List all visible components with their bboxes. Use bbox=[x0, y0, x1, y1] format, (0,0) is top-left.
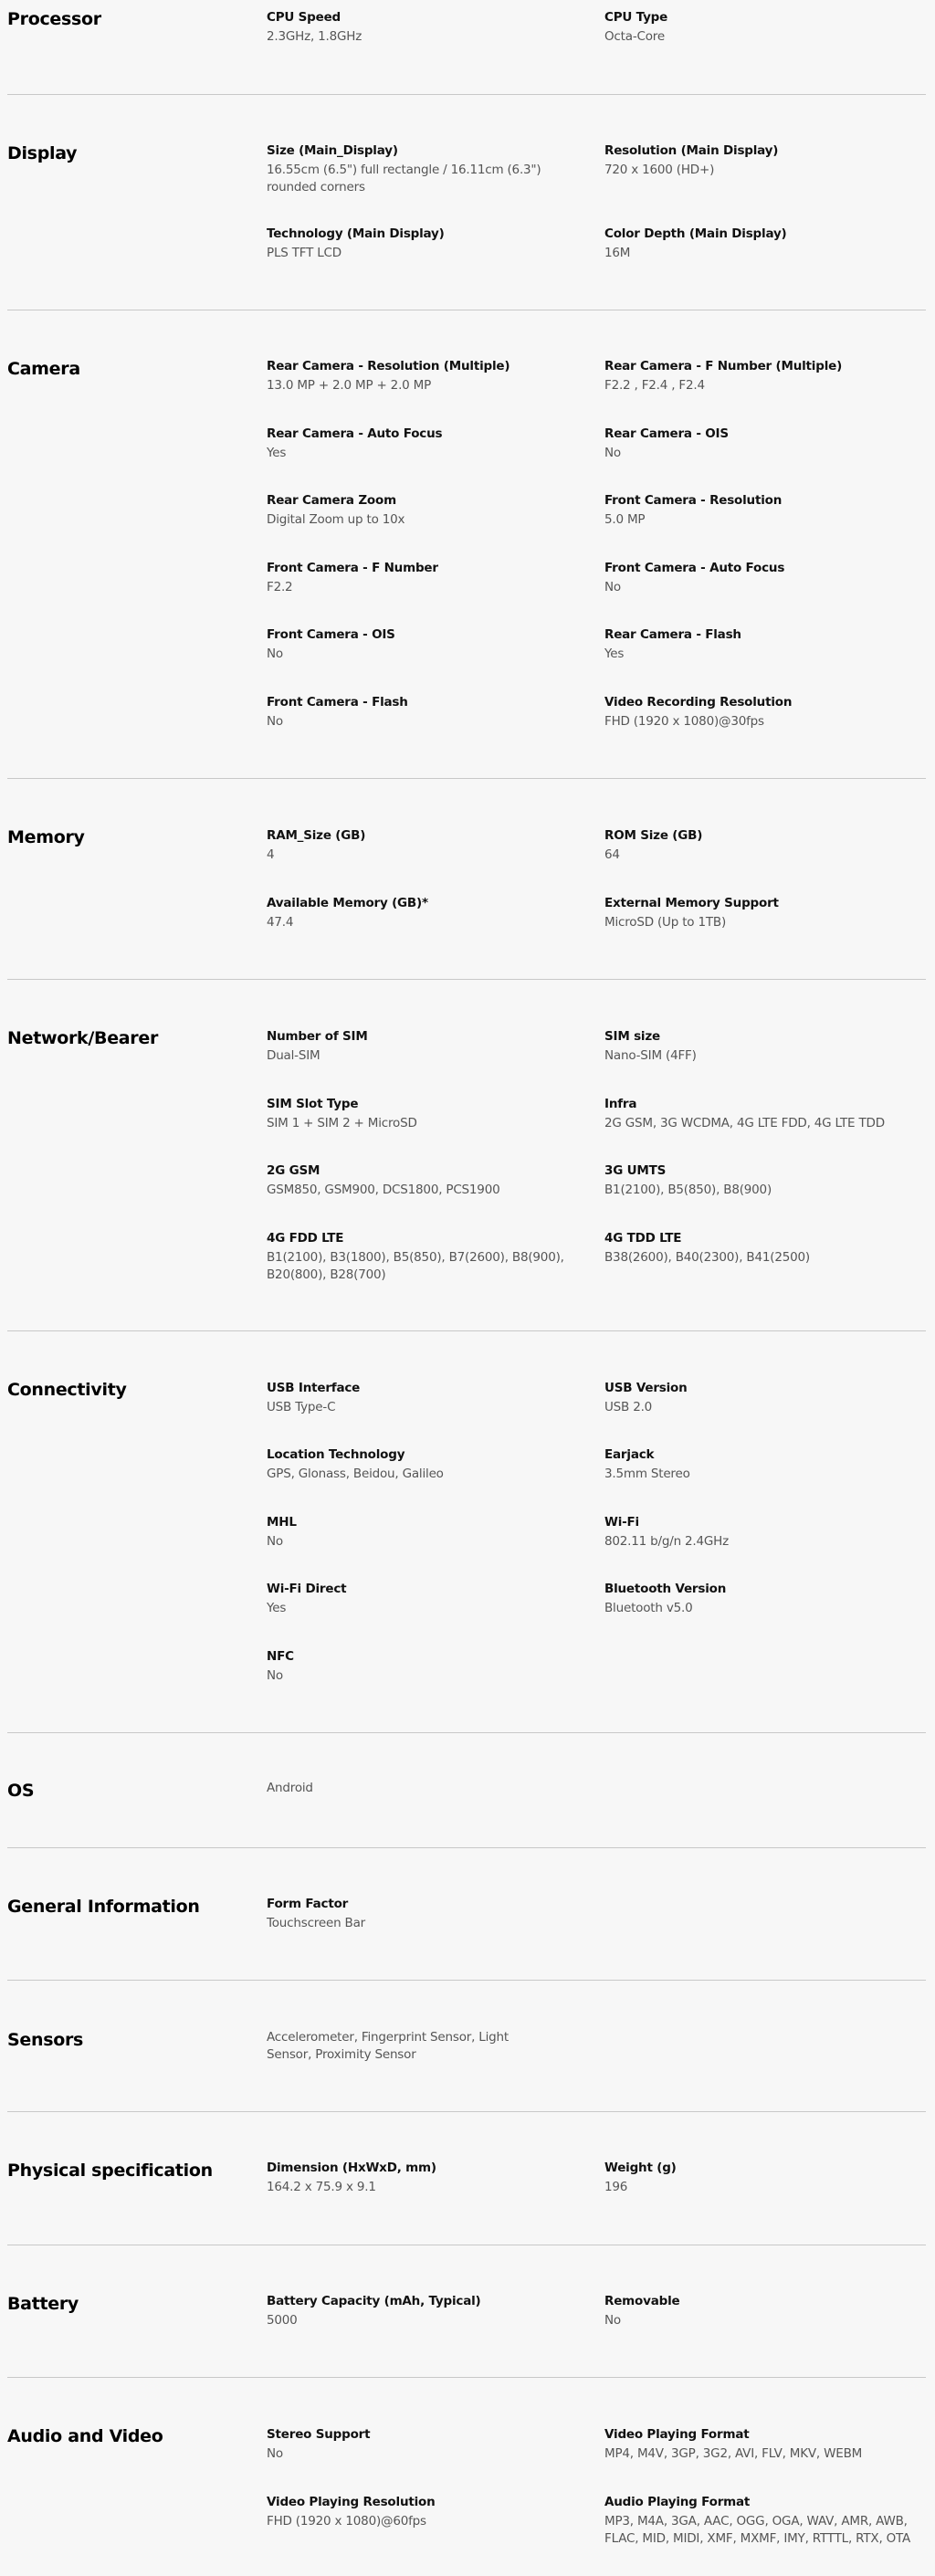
spec-label: 3G UMTS bbox=[604, 1163, 667, 1178]
spec-4g-tdd-lte bbox=[604, 1230, 906, 1267]
spec-value: PLS TFT LCD bbox=[267, 246, 341, 260]
spec-label: Number of SIM bbox=[267, 1029, 368, 1044]
spec-value: B38(2600), B40(2300), B41(2500) bbox=[604, 1250, 810, 1265]
spec-stereo-support bbox=[267, 2426, 568, 2463]
spec-3g-umts bbox=[604, 1162, 906, 1199]
spec-value: SIM 1 + SIM 2 + MicroSD bbox=[267, 1116, 417, 1130]
spec-label: ROM Size (GB) bbox=[604, 828, 703, 843]
spec-label: 4G TDD LTE bbox=[604, 1231, 682, 1246]
spec-rear-f-number bbox=[604, 358, 906, 394]
section-divider bbox=[7, 1330, 926, 1331]
section-title: Battery bbox=[7, 2294, 79, 2314]
section-title: Display bbox=[7, 143, 78, 163]
spec-value: GPS, Glonass, Beidou, Galileo bbox=[267, 1467, 444, 1481]
spec-label: Battery Capacity (mAh, Typical) bbox=[267, 2294, 481, 2308]
spec-form-factor bbox=[267, 1896, 568, 1932]
section-title: Audio and Video bbox=[7, 2426, 163, 2446]
spec-value: 2G GSM, 3G WCDMA, 4G LTE FDD, 4G LTE TDD bbox=[604, 1116, 885, 1130]
spec-value: No bbox=[267, 1534, 283, 1549]
spec-value: FHD (1920 x 1080)@60fps bbox=[267, 2514, 426, 2529]
spec-number-of-sim bbox=[267, 1028, 568, 1065]
spec-label: USB Version bbox=[604, 1381, 688, 1395]
spec-available-memory bbox=[267, 895, 568, 931]
spec-label: Rear Camera - Auto Focus bbox=[267, 426, 443, 441]
spec-value: 16.55cm (6.5") full rectangle / 16.11cm (6.3") rounded corners bbox=[267, 163, 541, 195]
spec-label: USB Interface bbox=[267, 1381, 361, 1395]
spec-wifi bbox=[604, 1514, 906, 1551]
spec-rear-autofocus bbox=[267, 426, 568, 462]
spec-video-playing-resolution bbox=[267, 2494, 568, 2530]
spec-label: SIM Slot Type bbox=[267, 1097, 359, 1111]
spec-label: Weight (g) bbox=[604, 2161, 677, 2175]
spec-label: Form Factor bbox=[267, 1897, 349, 1911]
spec-4g-fdd-lte bbox=[267, 1230, 568, 1284]
spec-value: USB 2.0 bbox=[604, 1400, 653, 1414]
spec-value: 4 bbox=[267, 847, 275, 862]
spec-sim-slot bbox=[267, 1096, 568, 1132]
spec-battery-capacity bbox=[267, 2293, 568, 2329]
spec-value: MP3, M4A, 3GA, AAC, OGG, OGA, WAV, AMR, AWB, FLAC, MID, MIDI, XMF, MXMF, IMY, RTTTL, RTX, OTA bbox=[604, 2514, 911, 2546]
spec-label: SIM size bbox=[604, 1029, 660, 1044]
spec-value: 3.5mm Stereo bbox=[604, 1467, 690, 1481]
spec-audio-playing-format bbox=[604, 2494, 929, 2548]
spec-sim-size bbox=[604, 1028, 906, 1065]
spec-external-memory bbox=[604, 895, 906, 931]
spec-label: Earjack bbox=[604, 1447, 655, 1462]
spec-value: Bluetooth v5.0 bbox=[604, 1601, 693, 1615]
section-title: Processor bbox=[7, 9, 101, 29]
spec-label: Wi-Fi Direct bbox=[267, 1582, 347, 1596]
spec-value: F2.2 , F2.4 , F2.4 bbox=[604, 378, 705, 393]
spec-cpu-speed bbox=[267, 9, 568, 46]
spec-value: 196 bbox=[604, 2180, 628, 2194]
spec-value: B1(2100), B5(850), B8(900) bbox=[604, 1183, 772, 1197]
spec-label: Location Technology bbox=[267, 1447, 405, 1462]
spec-value: 13.0 MP + 2.0 MP + 2.0 MP bbox=[267, 378, 432, 393]
spec-value: MP4, M4V, 3GP, 3G2, AVI, FLV, MKV, WEBM bbox=[604, 2446, 863, 2461]
section-divider bbox=[7, 2111, 926, 2112]
spec-front-autofocus bbox=[604, 560, 906, 596]
spec-usb-version bbox=[604, 1380, 906, 1416]
spec-2g-gsm bbox=[267, 1162, 568, 1199]
spec-value: 164.2 x 75.9 x 9.1 bbox=[267, 2180, 376, 2194]
spec-value: GSM850, GSM900, DCS1800, PCS1900 bbox=[267, 1183, 500, 1197]
spec-value: 47.4 bbox=[267, 915, 294, 930]
spec-label: Front Camera - Flash bbox=[267, 695, 408, 710]
spec-value: Yes bbox=[267, 446, 287, 460]
spec-front-resolution bbox=[604, 492, 906, 529]
section-title: Camera bbox=[7, 359, 80, 379]
section-title: Connectivity bbox=[7, 1380, 127, 1400]
spec-value: No bbox=[604, 2313, 621, 2328]
section-divider bbox=[7, 94, 926, 95]
spec-label: Front Camera - Auto Focus bbox=[604, 561, 785, 575]
section-divider bbox=[7, 778, 926, 779]
spec-value: 16M bbox=[604, 246, 631, 260]
spec-value: No bbox=[267, 2446, 283, 2461]
spec-label: Video Playing Resolution bbox=[267, 2495, 436, 2509]
section-title: Physical specification bbox=[7, 2161, 213, 2181]
spec-value: No bbox=[267, 714, 283, 729]
section-title: OS bbox=[7, 1781, 35, 1801]
spec-label: Dimension (HxWxD, mm) bbox=[267, 2161, 436, 2175]
spec-label: Wi-Fi bbox=[604, 1515, 639, 1530]
spec-value: 5000 bbox=[267, 2313, 298, 2328]
spec-weight bbox=[604, 2160, 906, 2196]
spec-label: Rear Camera - OIS bbox=[604, 426, 729, 441]
spec-display-resolution bbox=[604, 142, 906, 179]
spec-label: MHL bbox=[267, 1515, 297, 1530]
spec-label: Rear Camera - Resolution (Multiple) bbox=[267, 359, 510, 373]
spec-value: Android bbox=[267, 1781, 313, 1795]
spec-rear-ois bbox=[604, 426, 906, 462]
spec-front-ois bbox=[267, 626, 568, 663]
spec-video-playing-format bbox=[604, 2426, 929, 2463]
spec-label: 2G GSM bbox=[267, 1163, 320, 1178]
spec-value: MicroSD (Up to 1TB) bbox=[604, 915, 727, 930]
spec-label: Infra bbox=[604, 1097, 637, 1111]
spec-label: Rear Camera Zoom bbox=[267, 493, 396, 508]
section-divider bbox=[7, 2377, 926, 2378]
spec-location-technology bbox=[267, 1446, 568, 1483]
section-title: Sensors bbox=[7, 2030, 84, 2050]
spec-label: Technology (Main Display) bbox=[267, 226, 445, 241]
spec-label: Rear Camera - Flash bbox=[604, 627, 741, 642]
spec-label: Size (Main_Display) bbox=[267, 143, 398, 158]
spec-display-technology bbox=[267, 226, 568, 262]
spec-value: Accelerometer, Fingerprint Sensor, Light Sensor, Proximity Sensor bbox=[267, 2030, 509, 2062]
spec-label: CPU Speed bbox=[267, 10, 341, 25]
spec-label: External Memory Support bbox=[604, 896, 779, 910]
section-title: Memory bbox=[7, 827, 85, 847]
spec-display-size bbox=[267, 142, 568, 196]
spec-value: Digital Zoom up to 10x bbox=[267, 512, 405, 527]
spec-value: 2.3GHz, 1.8GHz bbox=[267, 29, 362, 44]
section-divider bbox=[7, 1847, 926, 1848]
spec-value: Dual-SIM bbox=[267, 1048, 320, 1063]
section-divider bbox=[7, 1980, 926, 1981]
spec-value: FHD (1920 x 1080)@30fps bbox=[604, 714, 764, 729]
section-divider bbox=[7, 979, 926, 980]
spec-value: Yes bbox=[604, 647, 625, 661]
spec-value: USB Type-C bbox=[267, 1400, 336, 1414]
spec-nfc bbox=[267, 1648, 568, 1685]
spec-label: Audio Playing Format bbox=[604, 2495, 751, 2509]
spec-label: Video Recording Resolution bbox=[604, 695, 793, 710]
spec-cpu-type bbox=[604, 9, 906, 46]
spec-label: Rear Camera - F Number (Multiple) bbox=[604, 359, 843, 373]
spec-video-recording bbox=[604, 694, 906, 731]
spec-sensors bbox=[267, 2029, 541, 2064]
spec-value: 802.11 b/g/n 2.4GHz bbox=[604, 1534, 729, 1549]
spec-label: Front Camera - F Number bbox=[267, 561, 438, 575]
spec-label: Color Depth (Main Display) bbox=[604, 226, 787, 241]
section-title: General Information bbox=[7, 1897, 200, 1917]
spec-rear-flash bbox=[604, 626, 906, 663]
spec-value: 64 bbox=[604, 847, 620, 862]
spec-earjack bbox=[604, 1446, 906, 1483]
spec-os bbox=[267, 1780, 568, 1797]
spec-value: No bbox=[604, 446, 621, 460]
spec-value: 5.0 MP bbox=[604, 512, 646, 527]
spec-label: Removable bbox=[604, 2294, 680, 2308]
spec-value: No bbox=[267, 647, 283, 661]
spec-value: Nano-SIM (4FF) bbox=[604, 1048, 697, 1063]
spec-label: Stereo Support bbox=[267, 2427, 371, 2442]
spec-label: Resolution (Main Display) bbox=[604, 143, 779, 158]
spec-ram bbox=[267, 827, 568, 864]
spec-rear-zoom bbox=[267, 492, 568, 529]
spec-label: Available Memory (GB)* bbox=[267, 896, 428, 910]
spec-label: Front Camera - OIS bbox=[267, 627, 395, 642]
spec-value: 720 x 1600 (HD+) bbox=[604, 163, 715, 177]
spec-dimension bbox=[267, 2160, 568, 2196]
section-title: Network/Bearer bbox=[7, 1028, 159, 1048]
spec-label: NFC bbox=[267, 1649, 294, 1664]
spec-rom bbox=[604, 827, 906, 864]
spec-label: Bluetooth Version bbox=[604, 1582, 727, 1596]
spec-bluetooth-version bbox=[604, 1581, 906, 1617]
spec-value: B1(2100), B3(1800), B5(850), B7(2600), B8(900), B20(800), B28(700) bbox=[267, 1250, 564, 1282]
spec-label: 4G FDD LTE bbox=[267, 1231, 344, 1246]
spec-front-f-number bbox=[267, 560, 568, 596]
spec-value: F2.2 bbox=[267, 580, 293, 594]
spec-value: Yes bbox=[267, 1601, 287, 1615]
section-divider bbox=[7, 1732, 926, 1733]
spec-label: Front Camera - Resolution bbox=[604, 493, 783, 508]
spec-usb-interface bbox=[267, 1380, 568, 1416]
spec-label: Video Playing Format bbox=[604, 2427, 750, 2442]
spec-value: No bbox=[604, 580, 621, 594]
spec-removable bbox=[604, 2293, 906, 2329]
spec-value: Octa-Core bbox=[604, 29, 665, 44]
spec-rear-resolution bbox=[267, 358, 568, 394]
spec-label: RAM_Size (GB) bbox=[267, 828, 366, 843]
spec-mhl bbox=[267, 1514, 568, 1551]
spec-value: Touchscreen Bar bbox=[267, 1916, 365, 1930]
spec-front-flash bbox=[267, 694, 568, 731]
spec-wifi-direct bbox=[267, 1581, 568, 1617]
spec-infra bbox=[604, 1096, 929, 1132]
spec-display-color-depth bbox=[604, 226, 906, 262]
spec-label: CPU Type bbox=[604, 10, 668, 25]
spec-value: No bbox=[267, 1668, 283, 1683]
